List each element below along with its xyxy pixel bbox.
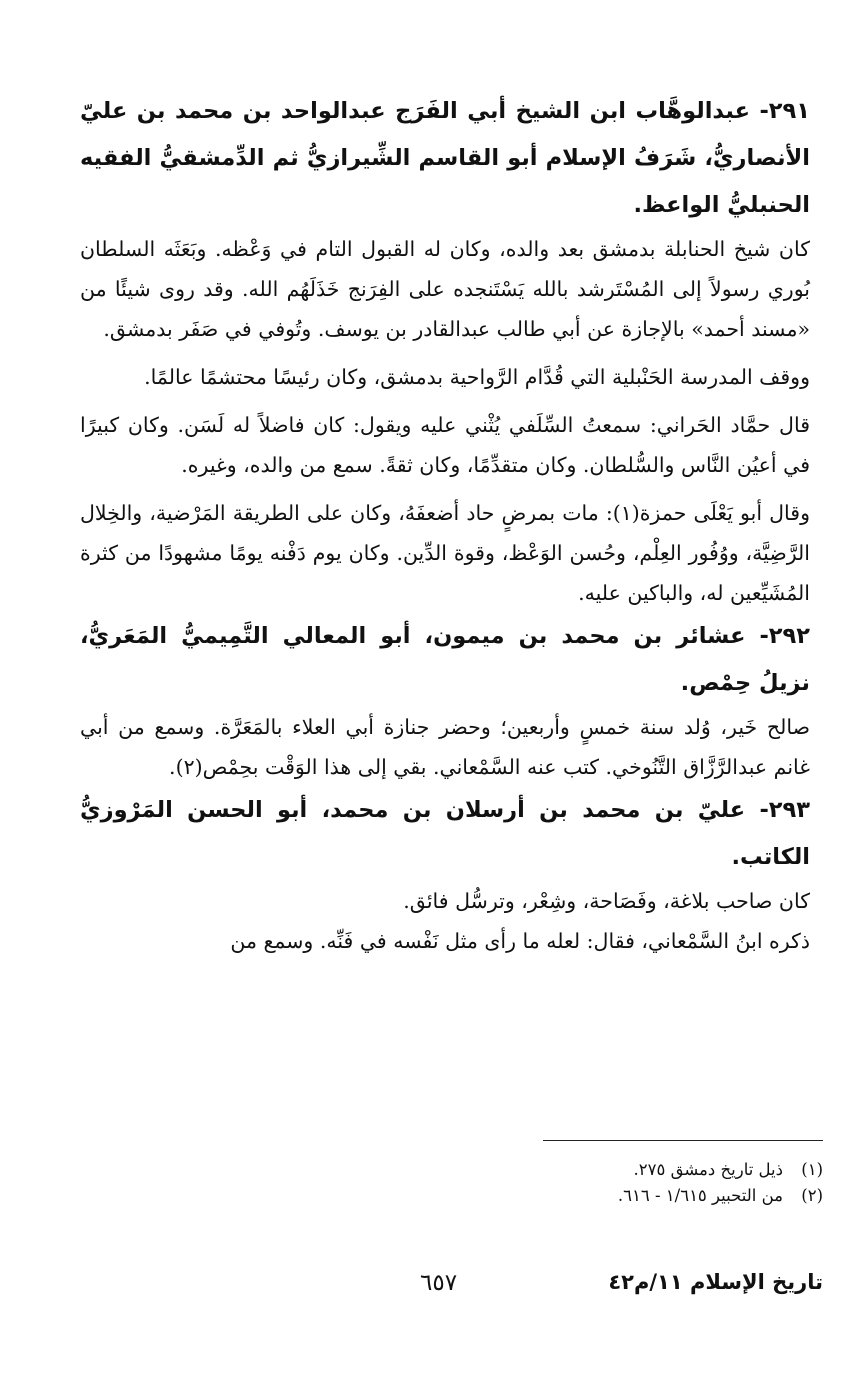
footnote (103, 1157, 823, 1183)
footnote-text: ذيل تاريخ دمشق ٢٧٥. (633, 1160, 783, 1179)
footnote-text: من التحبير ١/٦١٥ - ٦١٦. (617, 1186, 783, 1205)
paragraph: ووقف المدرسة الحَنْبلية التي قُدَّام الرَّواحية بدمشق، وكان رئيسًا محتشمًا عالمًا. (144, 365, 810, 389)
paragraph: كان شيخ الحنابلة بدمشق بعد والده، وكان له القبول التام في وَعْظه. وبَعَثَه السلطان بُوري رسولاً إلى المُسْتَرشد بالله يَسْتَنجده على الفِرَنج خَذَلَهُم الله. وقد روى شيئًا من «مسند أحمد» بالإجازة عن أبي طالب عبدالقادر بن يوسف. وتُوفي في صَفَر بدمشق. (80, 237, 810, 341)
page-number: ٦٥٧ (420, 1270, 458, 1296)
entry-heading: ٢٩٣- عليّ بن محمد بن أرسلان بن محمد، أبو الحسن المَرْوزيُّ الكاتب. (80, 797, 810, 870)
entry-291 (80, 88, 810, 613)
paragraph: قال حمَّاد الحَراني: سمعتُ السِّلَفي يُثْني عليه ويقول: كان فاضلاً له لَسَن. وكان كبيرًا في أعيُن النَّاس والسُّلطان. وكان متقدِّمًا، وكان ثقةً. سمع من والده، وغيره. (80, 413, 810, 477)
footnotes (103, 1157, 823, 1209)
entry-heading: ٢٩١- عبدالوهَّاب ابن الشيخ أبي الفَرَج عبدالواحد بن محمد بن عليّ الأنصاريُّ، شَرَفُ الإسلام أبو القاسم الشِّيرازيُّ ثم الدِّمشقيُّ الفقيه الحنبليُّ الواعظ. (80, 98, 810, 218)
entry-heading: ٢٩٢- عشائر بن محمد بن ميمون، أبو المعالي التَّمِيميُّ المَعَريُّ، نزيلُ حِمْص. (80, 623, 810, 696)
footnote-number: (٢) (801, 1186, 823, 1205)
entry-292 (80, 613, 810, 787)
paragraph: ذكره ابنُ السَّمْعاني، فقال: لعله ما رأى مثل نَفْسه في فَنِّه. وسمع من (230, 929, 810, 953)
paragraph: وقال أبو يَعْلَى حمزة(١): مات بمرضٍ حاد أضعفَهُ، وكان على الطريقة المَرْضية، والخِلال الرَّضِيَّة، ووُفُور العِلْم، وحُسن الوَعْظ، وقوة الدِّين. وكان يوم دَفْنه يومًا مشهودًا من كثرة المُشَيِّعين له، والباكين عليه. (80, 501, 810, 605)
paragraph: صالح خَير، وُلد سنة خمسٍ وأربعين؛ وحضر جنازة أبي العلاء بالمَعَرَّة. وسمع من أبي غانم عبدالرَّزَّاق التَّنُوخي. كتب عنه السَّمْعاني. بقي إلى هذا الوَقْت بحِمْص(٢). (80, 715, 810, 779)
page-body (80, 88, 810, 961)
paragraph: كان صاحب بلاغة، وفَصَاحة، وشِعْر، وترسُّل فائق. (403, 889, 810, 913)
running-title: تاريخ الإسلام ١١/م٤٢ (608, 1270, 823, 1294)
footnote (103, 1183, 823, 1209)
entry-293 (80, 787, 810, 961)
footnote-number: (١) (801, 1160, 823, 1179)
page-footer (80, 1270, 823, 1310)
footnote-divider (543, 1140, 823, 1141)
